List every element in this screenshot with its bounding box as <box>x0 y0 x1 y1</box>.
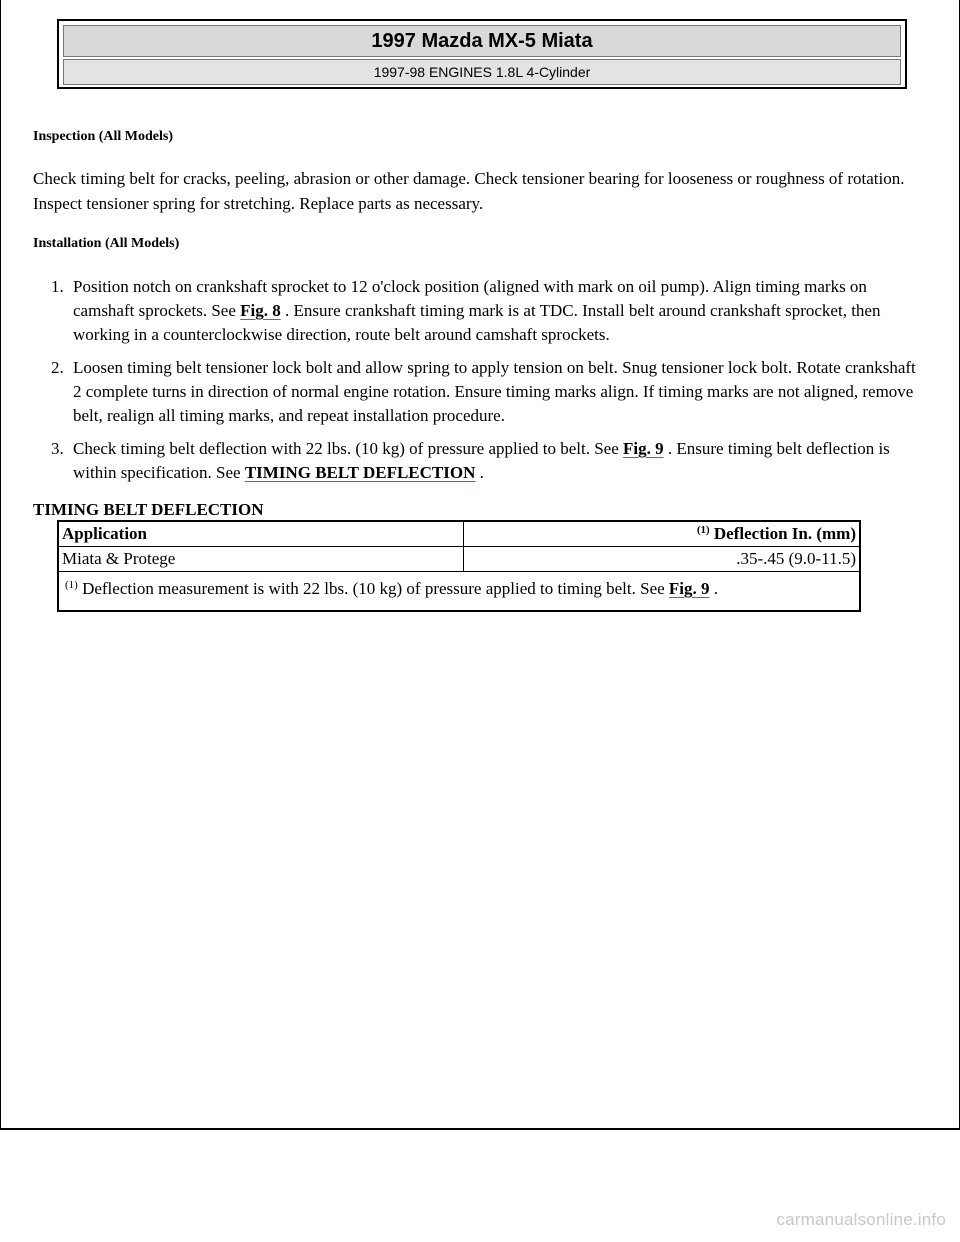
cell-application: Miata & Protege <box>58 547 464 572</box>
table-footnote-row <box>58 572 860 612</box>
deflection-table <box>57 520 861 612</box>
inspection-text: Check timing belt for cracks, peeling, abrasion or other damage. Check tensioner bearing for looseness or roughness of rotation. Inspect tensioner spring for stretching. Replace parts as necessary. <box>33 169 905 213</box>
step-item <box>33 275 923 347</box>
fig-9-link[interactable]: Fig. 9 <box>623 439 664 458</box>
fig-9-footnote-link[interactable]: Fig. 9 <box>668 579 710 598</box>
step-number: 3. <box>51 439 64 458</box>
step-text: Loosen timing belt tensioner lock bolt and allow spring to apply tension on belt. Snug tensioner lock bolt. Rotate crankshaft 2 complete turns in direction of normal engine rotation. Ensure timing marks align. If timing marks are not aligned, remove belt, realign all timing marks, and repeat installation procedure. <box>73 358 916 425</box>
timing-belt-deflection-link[interactable]: TIMING BELT DEFLECTION <box>244 463 476 482</box>
installation-steps <box>33 275 923 485</box>
document-body <box>33 128 923 612</box>
document-subtitle: 1997-98 ENGINES 1.8L 4-Cylinder <box>63 59 901 85</box>
footnote-marker: (1) <box>65 579 78 591</box>
column-header-deflection-label: Deflection In. (mm) <box>709 524 856 543</box>
footnote-marker: (1) <box>696 524 710 536</box>
step-text: Check timing belt deflection with 22 lbs. (10 kg) of pressure applied to belt. See <box>73 439 624 458</box>
document-header <box>57 19 907 89</box>
table-header-row <box>58 521 860 547</box>
step-text: . <box>475 463 484 482</box>
installation-heading: Installation (All Models) <box>33 236 180 251</box>
step-text: Position notch on crankshaft sprocket to 12 o'clock position (aligned with mark on oil pump). Align timing marks on camshaft sprockets. See <box>73 277 867 320</box>
cell-deflection: .35-.45 (9.0-11.5) <box>464 547 861 572</box>
inspection-heading: Inspection (All Models) <box>33 129 173 144</box>
table-title: TIMING BELT DEFLECTION <box>33 500 264 519</box>
column-header-deflection <box>464 521 861 547</box>
table-footnote <box>58 572 860 612</box>
document-title: 1997 Mazda MX-5 Miata <box>63 25 901 57</box>
step-item <box>33 356 923 428</box>
footnote-text: Deflection measurement is with 22 lbs. (10 kg) of pressure applied to timing belt. See <box>77 579 669 598</box>
step-item <box>33 437 923 485</box>
fig-8-link[interactable]: Fig. 8 <box>240 301 281 320</box>
step-number: 1. <box>51 277 64 296</box>
footnote-end: . <box>709 579 719 598</box>
step-text: . Ensure crankshaft timing mark is at TDC. Install belt around crankshaft sprocket, then working in a counterclockwise direction, route belt around camshaft sprockets. <box>73 301 881 344</box>
watermark: carmanualsonline.info <box>776 1210 946 1229</box>
step-number: 2. <box>51 358 64 377</box>
step-text: . Ensure timing belt deflection is within specification. See <box>73 439 890 482</box>
table-row <box>58 547 860 572</box>
column-header-application: Application <box>58 521 464 547</box>
